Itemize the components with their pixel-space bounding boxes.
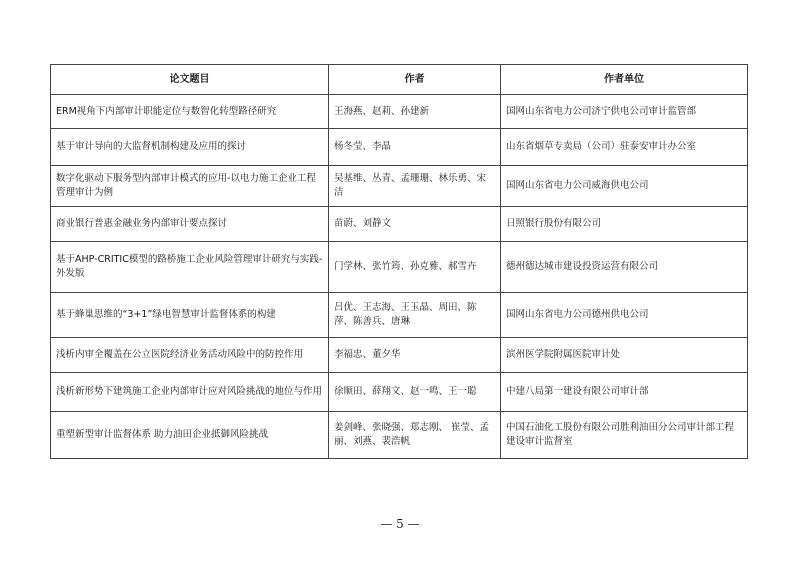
table-row (51, 242, 748, 293)
paper-authors: 王海燕、赵莉、孙建新 (329, 95, 501, 129)
author-unit: 滨州医学院附属医院审计处 (501, 338, 748, 373)
header-row (51, 65, 748, 95)
author-unit: 中建八局第一建设有限公司审计部 (501, 373, 748, 412)
paper-title: 重塑新型审计监督体系 助力油田企业抵御风险挑战 (51, 412, 329, 459)
header-title: 论文题目 (51, 65, 329, 95)
paper-authors: 杨冬莹、李晶 (329, 129, 501, 166)
table-row (51, 166, 748, 207)
author-unit: 日照银行股份有限公司 (501, 207, 748, 242)
table-row (51, 207, 748, 242)
author-unit: 国网山东省电力公司威海供电公司 (501, 166, 748, 207)
paper-title: 浅析新形势下建筑施工企业内部审计应对风险挑战的地位与作用 (51, 373, 329, 412)
page-number: — 5 — (380, 517, 420, 531)
paper-title: 基于AHP-CRITIC模型的路桥施工企业风险管理审计研究与实践-外发版 (51, 242, 329, 293)
paper-title: 基于审计导向的大监督机制构建及应用的探讨 (51, 129, 329, 166)
header-unit: 作者单位 (501, 65, 748, 95)
author-unit: 德州德达城市建设投资运营有限公司 (501, 242, 748, 293)
table-row (51, 373, 748, 412)
author-unit: 中国石油化工股份有限公司胜利油田分公司审计部工程建设审计监督室 (501, 412, 748, 459)
paper-authors: 吴基维、丛青、孟珊珊、林乐勇、宋洁 (329, 166, 501, 207)
author-unit: 山东省烟草专卖局（公司）驻泰安审计办公室 (501, 129, 748, 166)
paper-title: 基于蜂巢思维的“3+1”绿电智慧审计监督体系的构建 (51, 293, 329, 338)
paper-authors: 苗蔚、刘静文 (329, 207, 501, 242)
papers-table (50, 64, 748, 459)
table-row (51, 95, 748, 129)
paper-authors: 吕优、王志海、王玉晶、周田、陈萍、陈善兵、唐琳 (329, 293, 501, 338)
author-unit: 国网山东省电力公司济宁供电公司审计监管部 (501, 95, 748, 129)
paper-title: 数字化驱动下服务型内部审计模式的应用-以电力施工企业工程管理审计为例 (51, 166, 329, 207)
table-row (51, 129, 748, 166)
header-authors: 作者 (329, 65, 501, 95)
paper-title: 商业银行普惠金融业务内部审计要点探讨 (51, 207, 329, 242)
paper-authors: 李福忠、董夕华 (329, 338, 501, 373)
paper-authors: 徐顺田、薛翔文、赵一鸣、王一聪 (329, 373, 501, 412)
author-unit: 国网山东省电力公司德州供电公司 (501, 293, 748, 338)
paper-title: ERM视角下内部审计职能定位与数智化转型路径研究 (51, 95, 329, 129)
table-row (51, 412, 748, 459)
paper-title: 浅析内审全覆盖在公立医院经济业务活动风险中的防控作用 (51, 338, 329, 373)
table-row (51, 293, 748, 338)
table-row (51, 338, 748, 373)
paper-authors: 门学林、张竹筠、孙克雅、郝雪卉 (329, 242, 501, 293)
paper-authors: 姜剑峰、张晓强、郑志刚、 崔莹、孟丽、刘燕、裴浩帆 (329, 412, 501, 459)
